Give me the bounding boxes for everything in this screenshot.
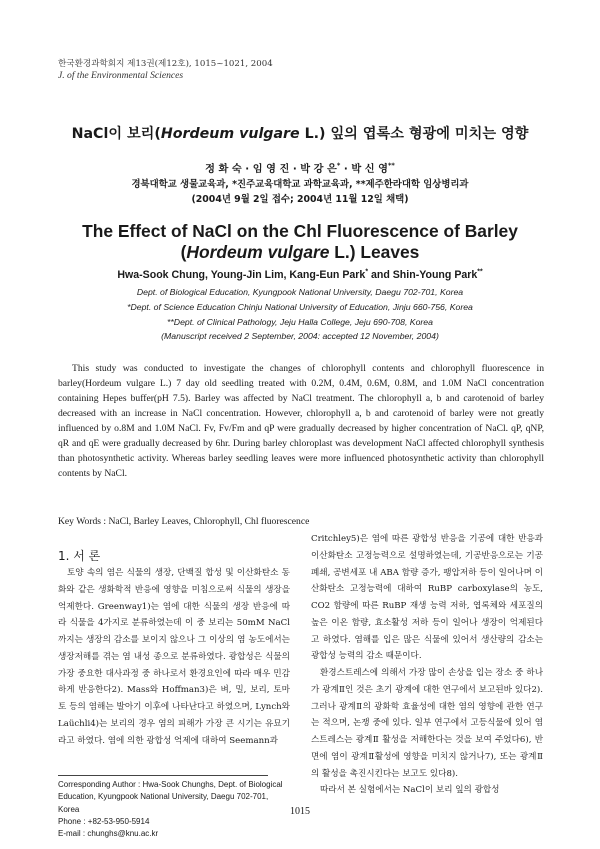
footnote-email: E-mail : chunghs@knu.ac.kr <box>58 829 159 839</box>
authors-korean-last: · 박 신 영 <box>340 164 388 175</box>
authors-korean-mark2: ** <box>387 161 395 170</box>
footnote-divider <box>58 775 268 776</box>
title-english-line2 <box>0 242 600 263</box>
footnote-line-3: Korea <box>58 804 80 814</box>
intro-paragraph-2: Critchley5)은 염에 따른 광합성 반응을 기공에 대한 반응과 이산화탄소 고정능력으로 설명하였는데, 기공반응으로는 기공 폐쇄, 공변세포 내 ABA 함량 증가, 팽압저하 등이 일어나며 이산화탄소 고정능력에 대하여 RuBP carboxylase의 농도, CO2 함량에 따른 RuBP 재생 능력 저하, 엽록체와 세포질의 높은 이온 함량, 효소활성 저하 등이 일어나 생장이 억제된다고 하였다. 염해를 입은 많은 식물에 있어서 생산량의 감소는 광합성 능력의 감소 때문이다. <box>311 534 543 662</box>
intro-paragraph-4: 따라서 본 실험에서는 NaCl이 보리 잎의 광합성 <box>320 785 500 796</box>
title-english-species: Hordeum vulgare <box>186 242 330 262</box>
authors-korean <box>0 160 600 175</box>
authors-english-mark2: ** <box>477 268 483 276</box>
title-english-line1: The Effect of NaCl on the Chl Fluorescence of Barley <box>82 221 518 241</box>
affiliation-english-3: **Dept. of Clinical Pathology, Jeju Halla College, Jeju 690-708, Korea <box>167 317 433 327</box>
authors-english-last: and Shin-Young Park <box>368 269 478 281</box>
title-english-close: L.) Leaves <box>329 242 420 262</box>
title-korean-species: Hordeum vulgare <box>160 126 300 142</box>
keywords: Key Words : NaCl, Barley Leaves, Chlorophyll, Chl fluorescence <box>58 516 310 527</box>
received-korean: (2004년 9월 2일 접수; 2004년 11월 12일 채택) <box>191 194 409 205</box>
authors-english <box>0 269 600 281</box>
authors-english-mark1: * <box>365 268 369 276</box>
authors-korean-names: 정 화 숙 · 임 영 진 · 박 강 은 <box>205 164 337 175</box>
affiliation-korean: 경북대학교 생물교육과, *진주교육대학교 과학교육과, **제주한라대학 임상병리과 <box>131 179 469 190</box>
footnote-line-2: Education, Kyungpook National University, Daegu 702-701, <box>58 792 269 802</box>
journal-name: J. of the Environmental Sciences <box>58 70 184 81</box>
intro-paragraph-1: 토양 속의 염은 식물의 생장, 단백질 합성 및 이산화탄소 동화와 같은 생화학적 반응에 영향을 미침으로써 식물의 생장을 억제한다. Greenway1)는 염에 대한 식물의 생장 반응에 따라 식물을 4가지로 분류하였는데 이 중 보리는 50mM NaCl까지는 생장의 감소를 보이지 않으나 그 이상의 염 농도에서는 생장저해를 겪는 염 내성 종으로 분류하였다. 광합성은 식물의 가장 중요한 대사과정 중 하나로서 환경요인에 따라 매우 민감하게 반응한다2). Mass와 Hoffman3)은 벼, 밀, 보리, 토마토 등의 염해는 발아기 이후에 나타난다고 하였으며, Lynch와 Laüchli4)는 보리의 경우 염의 피해가 가장 큰 시기는 유묘기라고 하였다. 염에 의한 광합성 억제에 대하여 Seemann과 <box>58 568 290 746</box>
affiliation-english-2: *Dept. of Science Education Chinju National University of Education, Jinju 660-756, Korea <box>127 302 473 312</box>
affiliation-english-1: Dept. of Biological Education, Kyungpook National University, Daegu 702-701, Korea <box>136 287 464 297</box>
title-korean-part1: NaCl이 보리( <box>71 126 161 142</box>
footnote-phone: Phone : +82-53-950-5914 <box>58 816 150 826</box>
title-korean <box>0 123 600 143</box>
footnote-line-1: Corresponding Author : Hwa-Sook Chunghs, Dept. of Biological <box>58 780 283 789</box>
left-column <box>58 548 290 749</box>
section-heading-introduction: 1. 서 론 <box>58 549 101 563</box>
title-korean-part2: L.) 잎의 엽록소 형광에 미치는 영향 <box>299 126 529 142</box>
journal-citation: 한국환경과학회지 제13권(제12호), 1015~1021, 2004 <box>58 59 273 69</box>
authors-korean-mark1: * <box>336 161 341 170</box>
manuscript-dates: (Manuscript received 2 September, 2004: accepted 12 November, 2004) <box>161 331 439 341</box>
authors-english-names: Hwa-Sook Chung, Young-Jin Lim, Kang-Eun Park <box>117 269 366 281</box>
page-number: 1015 <box>290 806 310 817</box>
abstract: This study was conducted to investigate the changes of chlorophyll contents and chlorophyll fluorescence in barley(Hordeum vulgare L.) 7 day old seedling treated with 0.2M, 0.4M, 0.6M, 0.8M, and 1.0M NaCl concentration containing Hepes buffer(pH 7.5). Barley was affected by NaCl treatment. The chlorophyll a, b and carotenoid of barley decreased with an increase in NaCl concentration. However, chlorophyll a, b and carotenoid of barley were not greatly influenced by o.8M and 1.0M NaCl. Fv, Fv/Fm and qP were gradually decreased by higher concentration of NaCl. qP, qNP, qR and qE were gradually decreased by 6hr. During barley chloroplast was development NaCl affected chlorophyll synthesis than photosynthetic activity. Whereas barley seedling leaves were more influenced photosynthetic activity than chlorophyll contents by NaCl. <box>58 363 544 480</box>
right-column <box>311 531 543 799</box>
title-english-open: ( <box>180 242 187 262</box>
intro-paragraph-3: 환경스트레스에 의해서 가장 많이 손상을 입는 장소 중 하나가 광계Ⅱ인 것은 초기 광계에 대한 연구에서 보고된바 있다2). 그러나 광계Ⅱ의 광화학 효율성에 대한 염의 영향에 관한 연구는 적으며, 논쟁 중에 있다. 일부 연구에서 고등식물에 있어 염 스트레스는 광계Ⅱ 활성을 저해한다는 것을 보여 주었다6), 반면에 염이 광계Ⅱ활성에 영향을 미치지 않거나7), 또는 광계Ⅱ의 활성을 촉진시킨다는 보고도 있다8). <box>311 668 543 779</box>
